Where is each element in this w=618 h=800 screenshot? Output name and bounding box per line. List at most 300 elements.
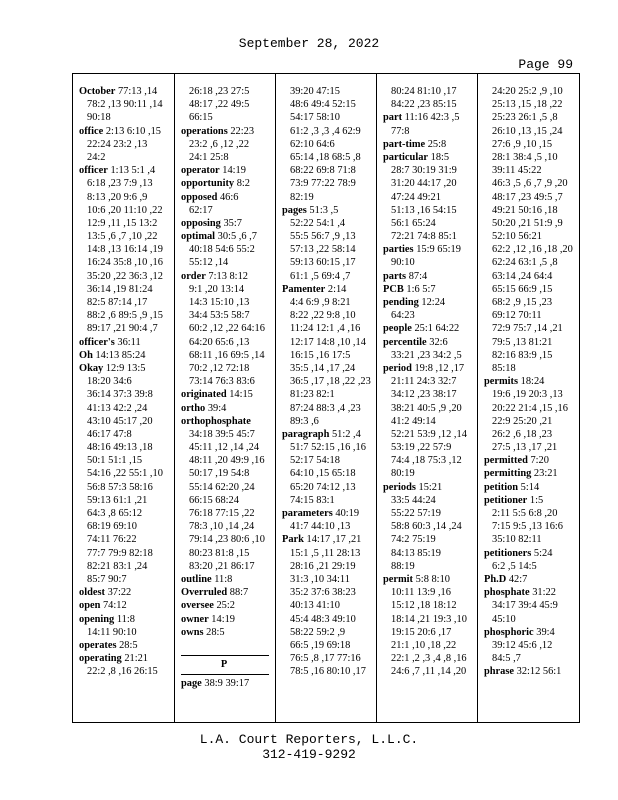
page-line-refs: 21:11 24:3 32:7 [391, 376, 457, 388]
page-line-refs: 55:14 62:20 ,24 [189, 481, 255, 493]
index-continuation [383, 599, 477, 612]
index-term: orthophosphate [181, 415, 251, 427]
index-entry [181, 573, 275, 586]
index-continuation [282, 138, 376, 151]
index-continuation [282, 85, 376, 98]
index-term: owner [181, 613, 209, 625]
index-continuation [282, 322, 376, 335]
index-term: permits [484, 376, 519, 388]
page-line-refs: 51:2 ,4 [329, 428, 361, 440]
page-line-refs: 35:10 82:11 [492, 534, 542, 546]
page-line-refs: 35:20 ,22 36:3 ,12 [87, 270, 163, 282]
index-continuation [181, 639, 275, 652]
index-continuation [383, 533, 477, 546]
page-line-refs: 24:20 25:2 ,9 ,10 [492, 86, 563, 97]
page-line-refs: 79:5 ,13 81:21 [492, 336, 553, 348]
index-term: parts [383, 270, 407, 282]
page-line-refs: 77:13 ,14 [115, 86, 158, 97]
index-continuation [181, 375, 275, 388]
index-term: opposed [181, 191, 218, 203]
page-line-refs: 26:10 ,13 ,15 ,24 [492, 125, 563, 137]
index-term: owns [181, 626, 204, 638]
page-line-refs: 61:2 ,3 ,3 ,4 62:9 [290, 125, 361, 137]
index-continuation [484, 230, 580, 243]
page-line-refs: 14:17 ,17 ,21 [303, 534, 362, 546]
index-term: petitioners [484, 547, 532, 559]
page-line-refs: 28:1 38:4 ,5 ,10 [492, 151, 558, 163]
index-entry [383, 111, 477, 124]
page-line-refs: 9:1 ,20 13:14 [189, 283, 245, 295]
index-continuation [282, 191, 376, 204]
index-term: opening [79, 613, 115, 625]
section-rule [181, 655, 269, 656]
page-line-refs: 74:4 ,18 75:3 ,12 [391, 455, 462, 467]
index-term: percentile [383, 336, 427, 348]
index-continuation [79, 665, 174, 678]
index-continuation [181, 441, 275, 454]
index-continuation [484, 639, 580, 652]
page-line-refs: 76:5 ,8 ,17 77:16 [290, 653, 361, 665]
page-line-refs: 25:8 [425, 138, 447, 150]
index-term: permitted [484, 455, 528, 467]
page-line-refs: 55:22 57:19 [391, 508, 441, 519]
index-entry [181, 626, 275, 639]
index-continuation [282, 388, 376, 401]
page-number: Page 99 [518, 57, 573, 72]
page-line-refs: 7:20 [527, 455, 549, 467]
index-continuation [181, 283, 275, 296]
page-line-refs: 47:24 49:21 [391, 191, 441, 203]
page-line-refs: 34:18 39:5 45:7 [189, 428, 255, 440]
index-entry [181, 677, 275, 690]
index-continuation [181, 309, 275, 322]
index-continuation [181, 507, 275, 520]
index-continuation [282, 573, 376, 586]
index-continuation [383, 98, 477, 111]
index-continuation [79, 98, 174, 111]
page-line-refs: 25:2 [213, 600, 235, 612]
page-line-refs: 31:3 ,10 34:11 [290, 573, 350, 585]
page-line-refs: 83:20 ,21 86:17 [189, 560, 255, 572]
index-column-5 [477, 74, 580, 722]
page-line-refs: 33:5 44:24 [391, 494, 436, 506]
index-term: PCB [383, 283, 404, 295]
index-continuation [282, 547, 376, 560]
page-line-refs: 34:12 ,23 38:17 [391, 389, 457, 401]
page-line-refs: 25:13 ,15 ,18 ,22 [492, 99, 563, 111]
index-term: operating [79, 653, 122, 665]
index-continuation [383, 467, 477, 480]
index-continuation [484, 164, 580, 177]
page-line-refs: 18:24 [518, 376, 545, 388]
page-line-refs: 88:7 [227, 587, 249, 599]
index-continuation [282, 402, 376, 415]
index-entry [79, 336, 174, 349]
index-continuation [181, 296, 275, 309]
index-entry [383, 138, 477, 151]
page-line-refs: 52:21 53:9 ,12 ,14 [391, 428, 467, 440]
page-line-refs: 11:8 [114, 613, 135, 625]
page-line-refs: 22:1 ,2 ,3 ,4 ,8 ,16 [391, 653, 467, 665]
index-continuation [282, 467, 376, 480]
index-term: oldest [79, 587, 105, 599]
index-continuation [79, 309, 174, 322]
page-line-refs: 8:22 ,22 9:8 ,10 [290, 310, 356, 322]
index-term: opposing [181, 217, 221, 229]
page-line-refs: 2:11 5:5 6:8 ,20 [492, 508, 558, 519]
page-line-refs: 90:10 [391, 257, 415, 269]
index-continuation [181, 560, 275, 573]
index-continuation [181, 520, 275, 533]
index-term: operates [79, 639, 117, 651]
page-line-refs: 39:4 [205, 402, 227, 414]
index-continuation [181, 362, 275, 375]
page-line-refs: 56:1 65:24 [391, 217, 436, 229]
page-line-refs: 4:4 6:9 ,9 8:21 [290, 297, 351, 308]
page-line-refs: 32:12 56:1 [514, 666, 562, 678]
page-line-refs: 38:9 39:17 [201, 678, 250, 690]
page-line-refs: 5:14 [518, 481, 540, 493]
section-rule [181, 674, 269, 675]
index-continuation [282, 362, 376, 375]
index-continuation [484, 138, 580, 151]
index-continuation [79, 507, 174, 520]
index-continuation [282, 626, 376, 639]
page-line-refs: 45:11 ,12 ,14 ,24 [189, 442, 260, 454]
index-entry [383, 322, 477, 335]
page-line-refs: 88:19 [391, 560, 415, 572]
page-line-refs: 82:16 83:9 ,15 [492, 349, 553, 361]
index-continuation [79, 626, 174, 639]
index-term: Pamenter [282, 283, 326, 295]
page-line-refs: 85:18 [492, 362, 516, 374]
index-entry [181, 586, 275, 599]
index-continuation [181, 138, 275, 151]
page-line-refs: 82:19 [290, 191, 314, 203]
index-continuation [181, 336, 275, 349]
index-continuation [383, 349, 477, 362]
page-line-refs: 55:12 ,14 [189, 257, 229, 269]
page-line-refs: 35:7 [220, 217, 242, 229]
page-line-refs: 22:24 23:2 ,13 [87, 138, 148, 150]
index-continuation [282, 599, 376, 612]
index-continuation [484, 217, 580, 230]
page-line-refs: 82:21 83:1 ,24 [87, 560, 148, 572]
page-line-refs: 59:13 61:1 ,21 [87, 494, 148, 506]
page-line-refs: 23:2 ,6 ,12 ,22 [189, 138, 250, 150]
index-continuation [79, 573, 174, 586]
page-line-refs: 64:3 ,8 65:12 [87, 508, 143, 519]
index-continuation [282, 586, 376, 599]
index-entry [181, 177, 275, 190]
page-line-refs: 26:2 ,6 ,18 ,23 [492, 428, 553, 440]
index-entry [383, 283, 477, 296]
page-line-refs: 12:24 [418, 297, 446, 308]
page-line-refs: 48:6 49:4 52:15 [290, 99, 356, 111]
page-line-refs: 22:2 ,8 ,16 26:15 [87, 666, 158, 678]
page-line-refs: 40:18 54:6 55:2 [189, 244, 255, 256]
index-continuation [383, 191, 477, 204]
page-line-refs: 31:20 44:17 ,20 [391, 178, 457, 190]
index-continuation [79, 177, 174, 190]
page-line-refs: 45:4 48:3 49:10 [290, 613, 356, 625]
page-line-refs: 12:9 ,11 ,15 13:2 [87, 217, 158, 229]
page-line-refs: 16:24 35:8 ,10 ,16 [87, 257, 163, 269]
index-entry [383, 362, 477, 375]
page-line-refs: 10:6 ,20 11:10 ,22 [87, 204, 163, 216]
index-continuation [181, 547, 275, 560]
index-term: Overruled [181, 587, 228, 599]
page-line-refs: 5:24 [531, 547, 553, 559]
index-entry [282, 283, 376, 296]
index-continuation [484, 520, 580, 533]
page-line-refs: 88:2 ,6 89:5 ,9 ,15 [87, 310, 163, 322]
page-line-refs: 22:23 [227, 125, 255, 137]
index-continuation [383, 652, 477, 665]
page-line-refs: 80:24 81:10 ,17 [391, 86, 457, 97]
index-term: parties [383, 244, 414, 256]
index-entry [383, 151, 477, 164]
index-continuation [282, 98, 376, 111]
page-line-refs: 73:14 76:3 83:6 [189, 376, 255, 388]
index-continuation [282, 665, 376, 678]
index-term: operator [181, 165, 220, 177]
index-continuation [484, 402, 580, 415]
index-continuation [383, 441, 477, 454]
index-entry [484, 454, 580, 467]
page-line-refs: 60:2 ,12 ,22 64:16 [189, 323, 265, 335]
page-line-refs: 39:20 47:15 [290, 86, 340, 97]
index-term: permitting [484, 468, 532, 480]
index-continuation [282, 217, 376, 230]
page-line-refs: 16:15 ,16 17:5 [290, 349, 351, 361]
index-continuation [484, 256, 580, 269]
index-entry [484, 665, 580, 678]
index-term: periods [383, 481, 416, 493]
page-line-refs: 11:8 [211, 573, 233, 585]
index-continuation [282, 309, 376, 322]
page-line-refs: 63:14 ,24 64:4 [492, 270, 553, 282]
page-line-refs: 15:1 ,5 ,11 28:13 [290, 547, 361, 559]
index-continuation [383, 665, 477, 678]
page-line-refs: 77:8 [391, 125, 410, 137]
index-continuation [484, 428, 580, 441]
index-continuation [79, 402, 174, 415]
index-continuation [282, 613, 376, 626]
index-term: phrase [484, 666, 515, 678]
index-entry [181, 230, 275, 243]
page-line-refs: 5:8 8:10 [413, 573, 450, 585]
page-line-refs: 36:11 [114, 336, 141, 348]
index-continuation [79, 375, 174, 388]
index-column-4 [376, 74, 477, 722]
page-line-refs: 62:2 ,12 ,16 ,18 ,20 [492, 244, 573, 256]
index-continuation [484, 111, 580, 124]
index-continuation [79, 428, 174, 441]
page-line-refs: 66:15 [189, 112, 213, 124]
page-line-refs: 28:5 [116, 639, 138, 651]
page-line-refs: 39:12 45:6 ,12 [492, 639, 553, 651]
index-term: pending [383, 297, 419, 308]
index-term: office [79, 125, 104, 137]
page-line-refs: 49:21 50:16 ,18 [492, 204, 558, 216]
index-continuation [79, 243, 174, 256]
footer [0, 733, 618, 762]
page-line-refs: 84:22 ,23 85:15 [391, 99, 457, 111]
page-line-refs: 28:16 ,21 29:19 [290, 560, 356, 572]
page-line-refs: 66:15 68:24 [189, 494, 239, 506]
index-column-2 [174, 74, 275, 722]
index-continuation [181, 428, 275, 441]
index-continuation [181, 204, 275, 217]
index-continuation [282, 230, 376, 243]
index-entry [484, 573, 580, 586]
page-line-refs: 56:8 57:3 58:16 [87, 481, 153, 493]
index-entry [181, 415, 275, 428]
page-line-refs: 72:9 75:7 ,14 ,21 [492, 323, 563, 335]
index-continuation [484, 243, 580, 256]
index-entry [79, 362, 174, 375]
index-continuation [282, 111, 376, 124]
index-continuation [383, 586, 477, 599]
page-line-refs: 40:13 41:10 [290, 600, 340, 612]
index-continuation [79, 217, 174, 230]
page-line-refs: 15:21 [415, 481, 443, 493]
index-entry [484, 586, 580, 599]
index-continuation [181, 85, 275, 98]
index-continuation [79, 204, 174, 217]
index-continuation [79, 454, 174, 467]
index-continuation [282, 560, 376, 573]
page-line-refs: 89:17 ,21 90:4 ,7 [87, 323, 158, 335]
index-continuation [383, 375, 477, 388]
index-entry [484, 375, 580, 388]
index-continuation [484, 85, 580, 98]
page-line-refs: 84:5 ,7 [492, 653, 521, 665]
index-entry [282, 533, 376, 546]
index-continuation [79, 560, 174, 573]
page-line-refs: 19:8 ,12 ,17 [411, 362, 465, 374]
index-continuation [282, 375, 376, 388]
page-line-refs: 51:3 ,5 [306, 204, 339, 216]
index-term: outline [181, 573, 212, 585]
index-entry [484, 547, 580, 560]
index-continuation [484, 507, 580, 520]
index-continuation [383, 639, 477, 652]
index-continuation [282, 652, 376, 665]
transcript-date: September 28, 2022 [238, 36, 380, 51]
index-continuation [282, 520, 376, 533]
page-line-refs: 58:22 59:2 ,9 [290, 626, 346, 638]
index-continuation [484, 151, 580, 164]
reporter-company: L.A. Court Reporters, L.L.C. [199, 732, 419, 747]
index-term: officer [79, 165, 108, 177]
index-term: officer's [79, 336, 115, 348]
page-line-refs: 14:19 [219, 165, 246, 177]
index-entry [484, 467, 580, 480]
index-continuation [383, 547, 477, 560]
index-entry [181, 270, 275, 283]
page-line-refs: 87:24 88:3 ,4 ,23 [290, 402, 361, 414]
page-line-refs: 55:5 56:7 ,9 ,13 [290, 231, 356, 243]
index-continuation [79, 138, 174, 151]
page-line-refs: 7:15 9:5 ,13 16:6 [492, 521, 564, 533]
page-line-refs: 48:17 ,22 49:5 [189, 99, 250, 111]
page-line-refs: 66:5 ,19 69:18 [290, 639, 351, 651]
page-line-refs: 57:13 ,22 58:14 [290, 244, 356, 256]
page-line-refs: 28:7 30:19 31:9 [391, 165, 457, 177]
page-line-refs: 68:11 ,16 69:5 ,14 [189, 349, 265, 361]
index-term: permit [383, 573, 414, 585]
index-entry [181, 599, 275, 612]
page-line-refs: 61:1 ,5 69:4 ,7 [290, 270, 351, 282]
page-line-refs: 30:5 ,6 ,7 [215, 231, 257, 243]
index-term: order [181, 270, 206, 282]
index-continuation [484, 177, 580, 190]
index-term: paragraph [282, 428, 330, 440]
page-line-refs: 27:5 ,13 ,17 ,21 [492, 442, 558, 454]
index-term: part [383, 112, 403, 124]
page-line-refs: 80:23 81:8 ,15 [189, 547, 250, 559]
page-line-refs: 6:2 ,5 14:5 [492, 560, 537, 572]
index-entry [383, 243, 477, 256]
page-line-refs: 1:13 5:1 ,4 [107, 165, 156, 177]
page-line-refs: 28:5 [203, 626, 225, 638]
page-line-refs: 18:20 34:6 [87, 376, 132, 388]
page-line-refs: 51:7 52:15 ,16 ,16 [290, 442, 366, 454]
page-line-refs: 43:10 45:17 ,20 [87, 415, 153, 427]
index-continuation [282, 441, 376, 454]
page-line-refs: 46:6 [217, 191, 239, 203]
index-term: part-time [383, 138, 426, 150]
index-continuation [282, 164, 376, 177]
index-continuation [484, 98, 580, 111]
index-continuation [181, 98, 275, 111]
index-continuation [79, 111, 174, 124]
page-line-refs: 11:24 12:1 ,4 ,16 [290, 323, 361, 335]
index-continuation [282, 481, 376, 494]
page-line-refs: 24:1 25:8 [189, 151, 229, 163]
page-line-refs: 78:3 ,10 ,14 ,24 [189, 521, 255, 533]
page-line-refs: 58:8 60:3 ,14 ,24 [391, 521, 462, 533]
page-line-refs: 74:12 [100, 600, 127, 612]
index-continuation [484, 191, 580, 204]
index-entry [79, 125, 174, 138]
index-continuation [383, 520, 477, 533]
page-line-refs: 53:19 ,22 57:9 [391, 442, 452, 454]
index-continuation [383, 494, 477, 507]
page-line-refs: 68:2 ,9 ,15 ,23 [492, 297, 553, 308]
index-continuation [383, 177, 477, 190]
page-line-refs: 90:18 [87, 112, 111, 124]
index-entry [181, 217, 275, 230]
page-line-refs: 68:22 69:8 71:8 [290, 165, 356, 177]
page-line-refs: 14:8 ,13 16:14 ,19 [87, 244, 163, 256]
page-line-refs: 54:16 ,22 55:1 ,10 [87, 468, 163, 480]
index-continuation [484, 441, 580, 454]
page-line-refs: 52:22 54:1 ,4 [290, 217, 346, 229]
index-term: petitioner [484, 494, 528, 506]
page-line-refs: 25:1 64:22 [411, 323, 460, 335]
page-line-refs: 26:18 ,23 27:5 [189, 86, 250, 97]
index-continuation [181, 322, 275, 335]
page-line-refs: 81:23 82:1 [290, 389, 335, 401]
page-line-refs: 24:2 [87, 151, 106, 163]
index-continuation [79, 441, 174, 454]
page-line-refs: 76:18 77:15 ,22 [189, 508, 255, 519]
page-line-refs: 15:12 ,18 18:12 [391, 600, 457, 612]
index-term: page [181, 678, 202, 690]
